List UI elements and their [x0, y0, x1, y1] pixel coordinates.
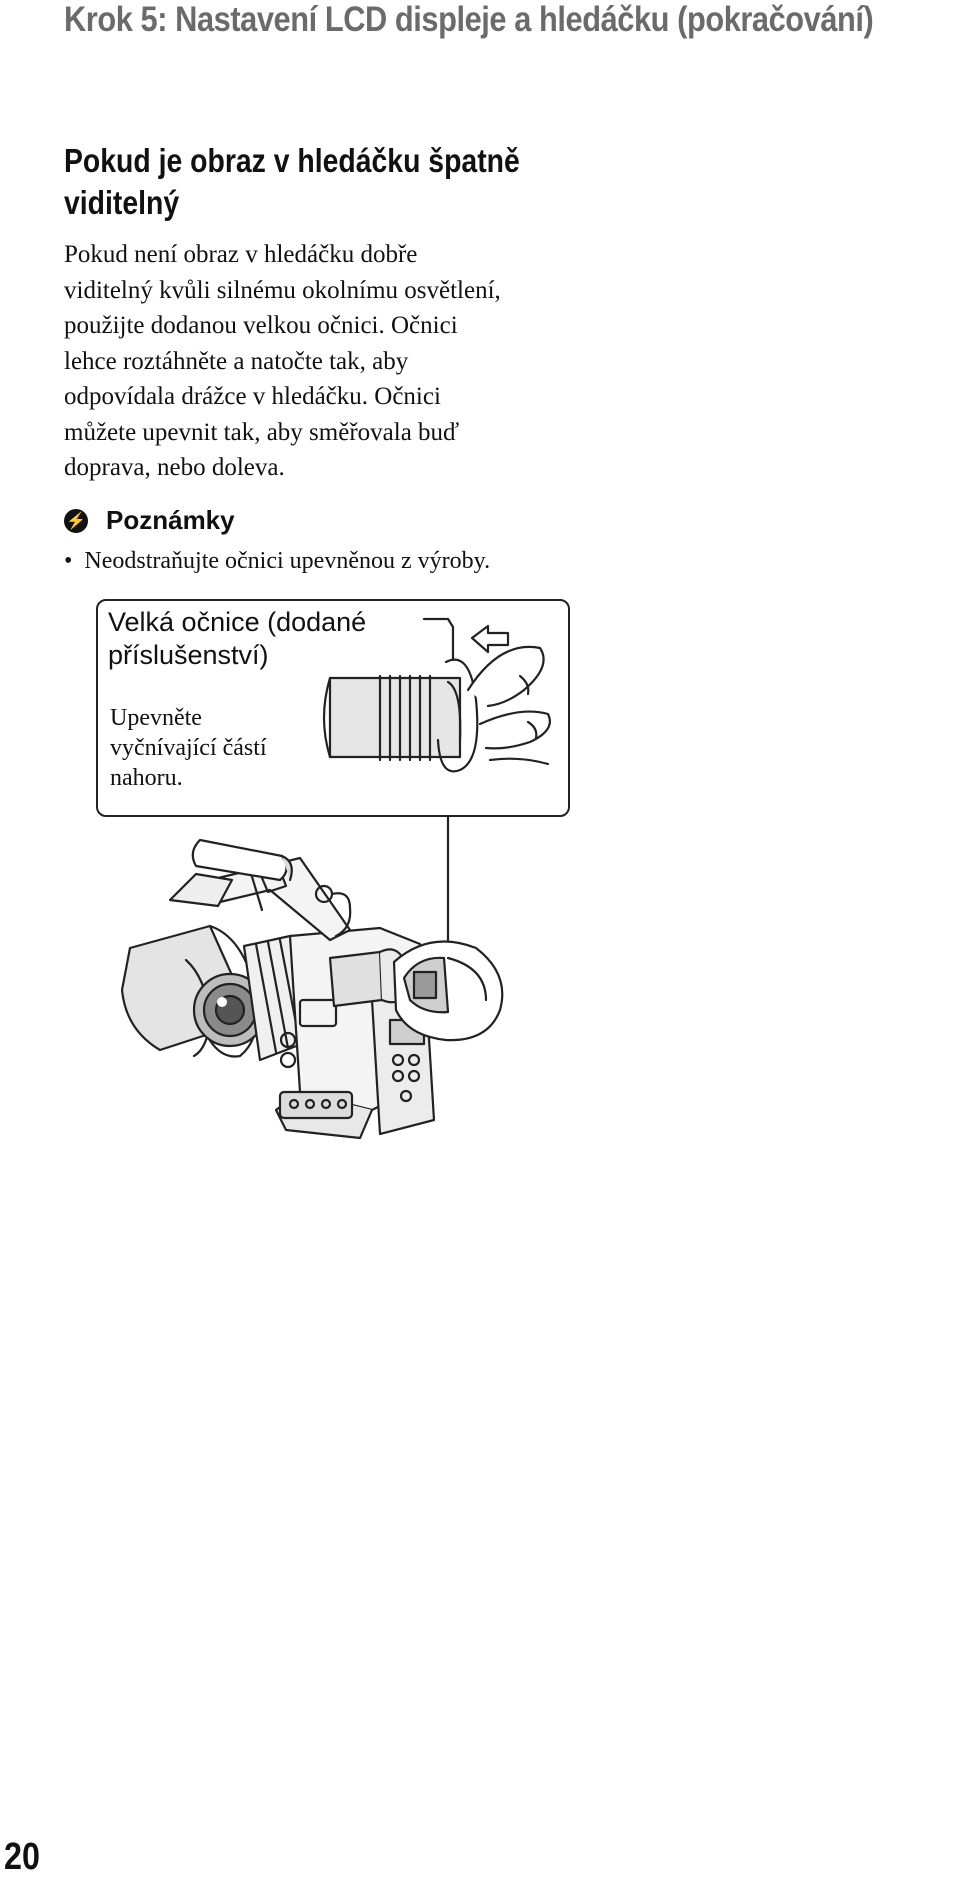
body-line: Pokud není obraz v hledáčku dobře: [64, 241, 418, 268]
body-line: viditelný kvůli silnému okolnímu osvětlení,: [64, 276, 501, 304]
notes-title: Poznámky: [106, 505, 235, 535]
page-header: Krok 5: Nastavení LCD displeje a hledáčku (pokračování): [64, 0, 874, 39]
body-line: můžete upevnit tak, aby směřovala buď: [64, 418, 460, 446]
figure-label: Velká očnice (dodané příslušenství): [108, 607, 367, 670]
body-line: odpovídala drážce v hledáčku. Očnici: [64, 383, 441, 410]
note-icon: ⚡: [64, 509, 88, 533]
page-number: 20: [4, 1836, 40, 1878]
list-item: • Neodstraňujte očnici upevněnou z výroby.: [64, 548, 490, 575]
body-line: lehce roztáhněte a natočte tak, aby: [64, 347, 409, 375]
body-line: použijte dodanou velkou očnici. Očnici: [64, 312, 458, 339]
camcorder-body: [122, 840, 502, 1138]
figure-sublabel: Upevněte vyčnívající částí nahoru.: [110, 705, 267, 791]
body-line: doprava, nebo doleva.: [64, 454, 285, 481]
section-title: Pokud je obraz v hledáčku špatně viditelný: [64, 142, 520, 221]
